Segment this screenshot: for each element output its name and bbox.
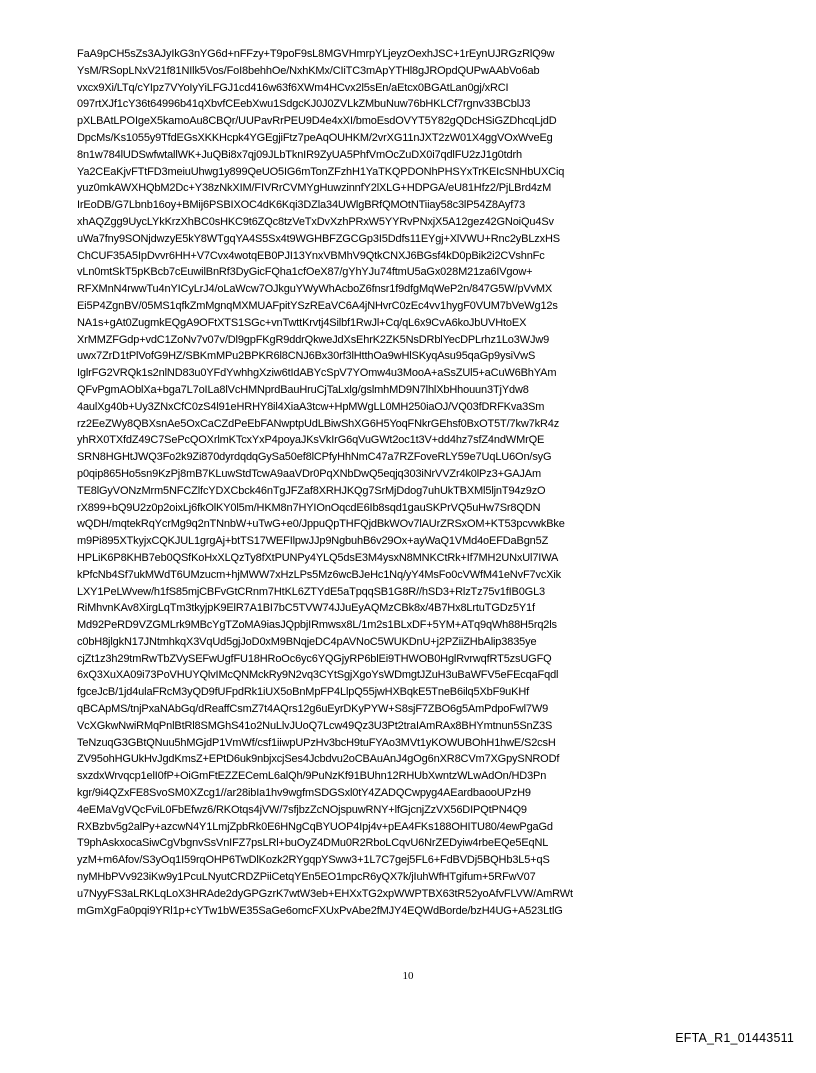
- text-line: rX899+bQ9U2z0p2oixLj6fkOlKY0l5m/HKM8n7HYIOnOqcdE6Ib8sqd1gauSKPrVQ5uHw7Sr8QDN: [77, 501, 541, 514]
- text-line: uwx7ZrD1tPlVofG9HZ/SBKmMPu2BPKR6l8CNJ6Bx30rf3lHtthOa9wHlSKyqAsu95qaGp9ysiVwS: [77, 350, 536, 363]
- text-line: TE8lGyVONzMrm5NFCZlfcYDXCbck46nTgJFZaf8XRHJKQg7SrMjDdog7uhUkTBXMl5ljnT94z9zO: [77, 484, 546, 497]
- encoded-text-block: [77, 46, 767, 919]
- text-line: Ei5P4ZgnBV/05MS1qfkZmMgnqMXMUAFpitYSzREaVC6A4jNHvrC0zEc4vv1hygF0VUM7bVeWg12s: [77, 299, 558, 312]
- text-line: vxcx9Xi/LTq/cYIpz7VYoIyYiLFGJ1cd416w63f6XWm4HCvx2l5sEn/aEtcx0BGAtLan0gj/xRCI: [77, 81, 509, 94]
- text-line: RiMhvnKAv8XirgLqTm3tkyjpK9ElR7A1BI7bC5TVW74JJuEyAQMzCBk8x/4B7Hx8LrtuTGDz5Y1f: [77, 602, 535, 615]
- text-line: VcXGkwNwiRMqPnlBtRl8SMGhS41o2NuLlvJUoQ7Lcw49Qz3U3Pt2traIAmRAx8BHYmtnun5SnZ3S: [77, 719, 553, 732]
- text-line: yzM+m6Afov/S3yOq1I59rqOHP6TwDlKozk2RYgqpYSww3+1L7C7gej5FL6+FdBVDj5BQHb3L5+qS: [77, 854, 550, 867]
- text-line: cjZt1z3h29tmRwTbZVySEFwUgfFU18HRoOc6yc6YQGjyRP6blEi9THWOB0HglRvrwqfRT5zsUGFQ: [77, 652, 552, 665]
- text-line: Ya2CEaKjvFTtFD3meiuUhwg1y899QeUO5IG6mTonZFzhH1YaTKQPDONhPHSYxTrKEIcSNHbUXCiq: [77, 165, 565, 178]
- text-line: mGmXgFa0pqi9YRl1p+cYTw1bWE35SaGe6omcFXUxPvAbe2fMJY4EQWdBorde/bzH4UG+A523LtlG: [77, 904, 563, 917]
- text-line: HPLiK6P8KHB7eb0QSfKoHxXLQzTy8fXtPUNPy4YLQ5dsE3M4ysxN8MNKCtRk+If7MH2UNxUl7IWA: [77, 551, 559, 564]
- text-line: RFXMnN4rwwTu4nYICyLrJ4/oLaWcw7OJkguYWyWhAcboZ6fnsr1f9dfgMqWeP2n/847G5W/pVvMX: [77, 283, 553, 296]
- text-line: Md92PeRD9VZGMLrk9MBcYgTZoMA9iasJQpbjIRmwsx8L/1m2s1BLxDF+5YM+ATq9qWh88H5rq2ls: [77, 619, 557, 632]
- text-line: QFvPgmAOblXa+bga7L7oILa8lVcHMNprdBauHruCjTaLxlg/gslmhMD9N7lhlXbHhouun3TjYdw8: [77, 383, 529, 396]
- page-number: 10: [402, 970, 414, 982]
- text-line: nyMHbPVv923iKw9y1PcuLNyutCRDZPiiCetqYEn5EO1mpcR6yQX7k/jIuhWfHTgifum+5RFwV07: [77, 871, 536, 884]
- text-line: 8n1w784lUDSwfwtallWK+JuQBi8x7qj09JLbTknIR9ZyUA5PhfVmOcZuDX0i7qdlFU2zJ1g0tdrh: [77, 148, 522, 161]
- text-line: XrMMZFGdp+vdC1ZoNv7v07v/Dl9gpFKgR9ddrQkweJdXsEhrK2ZK5NsDRblYecDPLrhz1Lo3WJw9: [77, 333, 550, 346]
- text-line: IrEoDB/G7Lbnb16oy+BMij6PSBIXOC4dK6Kqi3DZla34UWlgBRfQMOtNTiiay58c3lP54Z8Ayf73: [77, 199, 526, 212]
- text-line: T9phAskxocaSiwCgVbgnvSsVnIFZ7psLRl+buOyZ4DMu0R2RboLCqvU6NrZEDyiw4rbeEQe5EqNL: [77, 837, 549, 850]
- text-line: IglrFG2VRQk1s2nlND83u0YFdYwhhgXziw6tIdABYcSpV7YOmw4u3MooA+aSsZUl5+aCuW6BhYAm: [77, 367, 557, 380]
- text-line: qBCApMS/tnjPxaNAbGq/dReaffCsmZ7t4AQrs12g6uEyrDKyPYW+S8sjF7ZBO6g5AmPdpoFwl7W9: [77, 703, 549, 716]
- text-line: xhAQZgg9UycLYkKrzXhBC0sHKC9t6ZQc8tzVeTxDvXzhPRxW5YYRvPNxjX5A12gez42GNoiQu4Sv: [77, 215, 554, 228]
- text-line: vLn0mtSkT5pKBcb7cEuwilBnRf3DyGicFQha1cfOeX87/gYhYJu74ftmU5aGx028M21za6IVgow+: [77, 266, 533, 279]
- text-line: pXLBAtLPOIgeX5kamoAu8CBQr/UUPavRrPEU9D4e4xXI/bmoEsdOVYT5Y82gQDcHSiGZDhcqLjdD: [77, 115, 557, 128]
- text-line: u7NyyFS3aLRKLqLoX3HRAde2dyGPGzrK7wtW3eb+EHXxTG2xpWWPTBX63tR52yoAfvFLVW/AmRWt: [77, 887, 573, 900]
- text-line: p0qip865Ho5sn9KzPj8mB7KLuwStdTcwA9aaVDr0PqXNbDwQ5eqjq303iNrVVZr4k0lPz3+GAJAm: [77, 467, 541, 480]
- text-line: rz2EeZWy8QBXsnAe5OxCaCZdPeEbFANwptpUdLBiwShXG6H5YoqFNkrGEhsf0BxOT5T/7kw7kR4z: [77, 417, 560, 430]
- text-line: ZV95ohHGUkHvJgdKmsZ+EPtD6uk9nbjxcjSes4Jcbdvu2oCBAuAnJ4gOg6nXR8CVm7XGpySNRODf: [77, 753, 560, 766]
- text-line: TeNzuqG3GBtQNuu5hMGjdP1VmWf/csf1iiwpUPzHv3bcH9tuFYAo3MVt1yKOWUBOhH1hwE/S2csH: [77, 736, 556, 749]
- text-line: 4eEMaVgVQcFviL0FbEfwz6/RKOtqs4jVW/7sfjbzZcNOjspuwRNY+lfGjcnjZzVX56DIPQtPN4Q9: [77, 803, 527, 816]
- text-line: wQDH/mqtekRqYcrMg9q2nTNnbW+uTwG+e0/JppuQpTHFQjdBkWOv7lAUrZRSxOM+KT53pcvwkBke: [77, 518, 565, 531]
- text-line: RXBzbv5g2alPy+azcwN4Y1LmjZpbRk0E6HNgCqBYUOP4Ipj4v+pEA4FKs188OHITU80/4ewPgaGd: [77, 820, 553, 833]
- text-line: kgr/9i4QZxFE8SvoSM0XZcg1//ar28ibIa1hv9wgfmSDGSxl0tY4ZADQCwpyg4AEardbaooUPzH9: [77, 787, 531, 800]
- text-line: 4aulXg40b+Uy3ZNxCfC0zS4l91eHRHY8il4XiaA3tcw+HpMWgLL0MH250iaOJ/VQ03fDRFKva3Sm: [77, 400, 545, 413]
- text-line: c0bH8jlgkN17JNtmhkqX3VqUd5gjJoD0xM9BNqjeDC4pAVNoC5WUKDnU+j2PZiiZHbAlip3835ye: [77, 635, 537, 648]
- text-line: yhRX0TXfdZ49C7SePcQOXrlmKTcxYxP4poyaJKsVkIrG6qVuGWt2oc1t3V+dd4hz7sfZ4ndWMrQE: [77, 434, 545, 447]
- text-line: NA1s+gAt0ZugmkEQgA9OFtXTS1SGc+vnTwttKrvtj4Silbf1RwJl+Cq/qL6x9CvA6koJbUVHtoEX: [77, 316, 527, 329]
- text-line: fgceJcB/1jd4ulaFRcM3yQD9fUFpdRk1iUX5oBnMpFP4LlpQ55jwHXBqkE5TneB6ilq5XbF9uKHf: [77, 686, 530, 699]
- text-line: FaA9pCH5sZs3AJyIkG3nYG6d+nFFzy+T9poF9sL8MGVHmrpYLjeyzOexhJSC+1rEynUJRGzRlQ9w: [77, 48, 555, 60]
- text-line: YsM/RSopLNxV21f81NIlk5Vos/FoI8behhOe/NxhKMx/CIiTC3mApYTHl8gJROpdQUPwAAbVo6ab: [77, 64, 540, 77]
- text-line: yuz0mkAWXHQbM2Dc+Y38zNkXIM/FIVRrCVMYgHuwzinnfY2lXLG+HDPGA/eU81Hfz2/PjLBrd4zM: [77, 182, 552, 195]
- document-id: EFTA_R1_01443511: [675, 1031, 794, 1045]
- text-line: SRN8HGHtJWQ3Fo2k9Zi870dyrdqdqGySa50ef8lCPfyHhNmC47a7RZFoveRLY59e7UqLU6On/syG: [77, 451, 552, 464]
- text-line: uWa7fny9SONjdwzyE5kY8WTgqYA4S5Sx4t9WGHBFZGCGp3I5Ddfs11EYgj+XlVWU+Rnc2yBLzxHS: [77, 232, 560, 245]
- text-line: kPfcNb4Sf7ukMWdT6UMzucm+hjMWW7xHzLPs5Mz6wcBJeHc1Nq/yY4MsFo0cVWfM41eNvF7vcXik: [77, 568, 562, 581]
- text-line: ChCUF35A5IpDvvr6HH+V7Cvx4wotqEB0PJI13YnxVBMhV9QtkCNXJ6BGsf4kD0pBik2i2CVshnFc: [77, 249, 545, 262]
- text-line: 6xQ3XuXA09i73PoVHUYQlvIMcQNMckRy9N2vq3CYtSgjXgoYsWDmgtJZuH3uBaWFV5eFEcqaFqdl: [77, 669, 559, 682]
- text-line: 097rtXJf1cY36t64996b41qXbvfCEebXwu1SdgcKJ0J0ZVLkZMbuNuw76bHKLCf7rgnv33BCblJ3: [77, 98, 531, 111]
- text-line: DpcMs/Ks1055y9TfdEGsXKKHcpk4YGEgjiFtz7peAqOUHKM/2vrXG11nJXT2zW01X4ggVOxWveEg: [77, 131, 553, 144]
- text-line: m9Pi895XTkyjxCQKJUL1grgAj+btTS17WEFIlpwJJp9NgbuhB6v29Ox+ayWaQ1VMd4oEFDaBgn5Z: [77, 535, 549, 548]
- text-line: sxzdxWrvqcp1elI0fP+OiGmFtEZZECemL6alQh/9PuNzKf91BUhn12RHUbXwntzWLwAdOn/HD3Pn: [77, 770, 547, 783]
- text-line: LXY1PeLWvew/h1fS85mjCBFvGtCRnm7HtKL6ZTYdE5aTpqqSB1G8R//hSD3+RlzTz75v1fIB0GL3: [77, 585, 546, 598]
